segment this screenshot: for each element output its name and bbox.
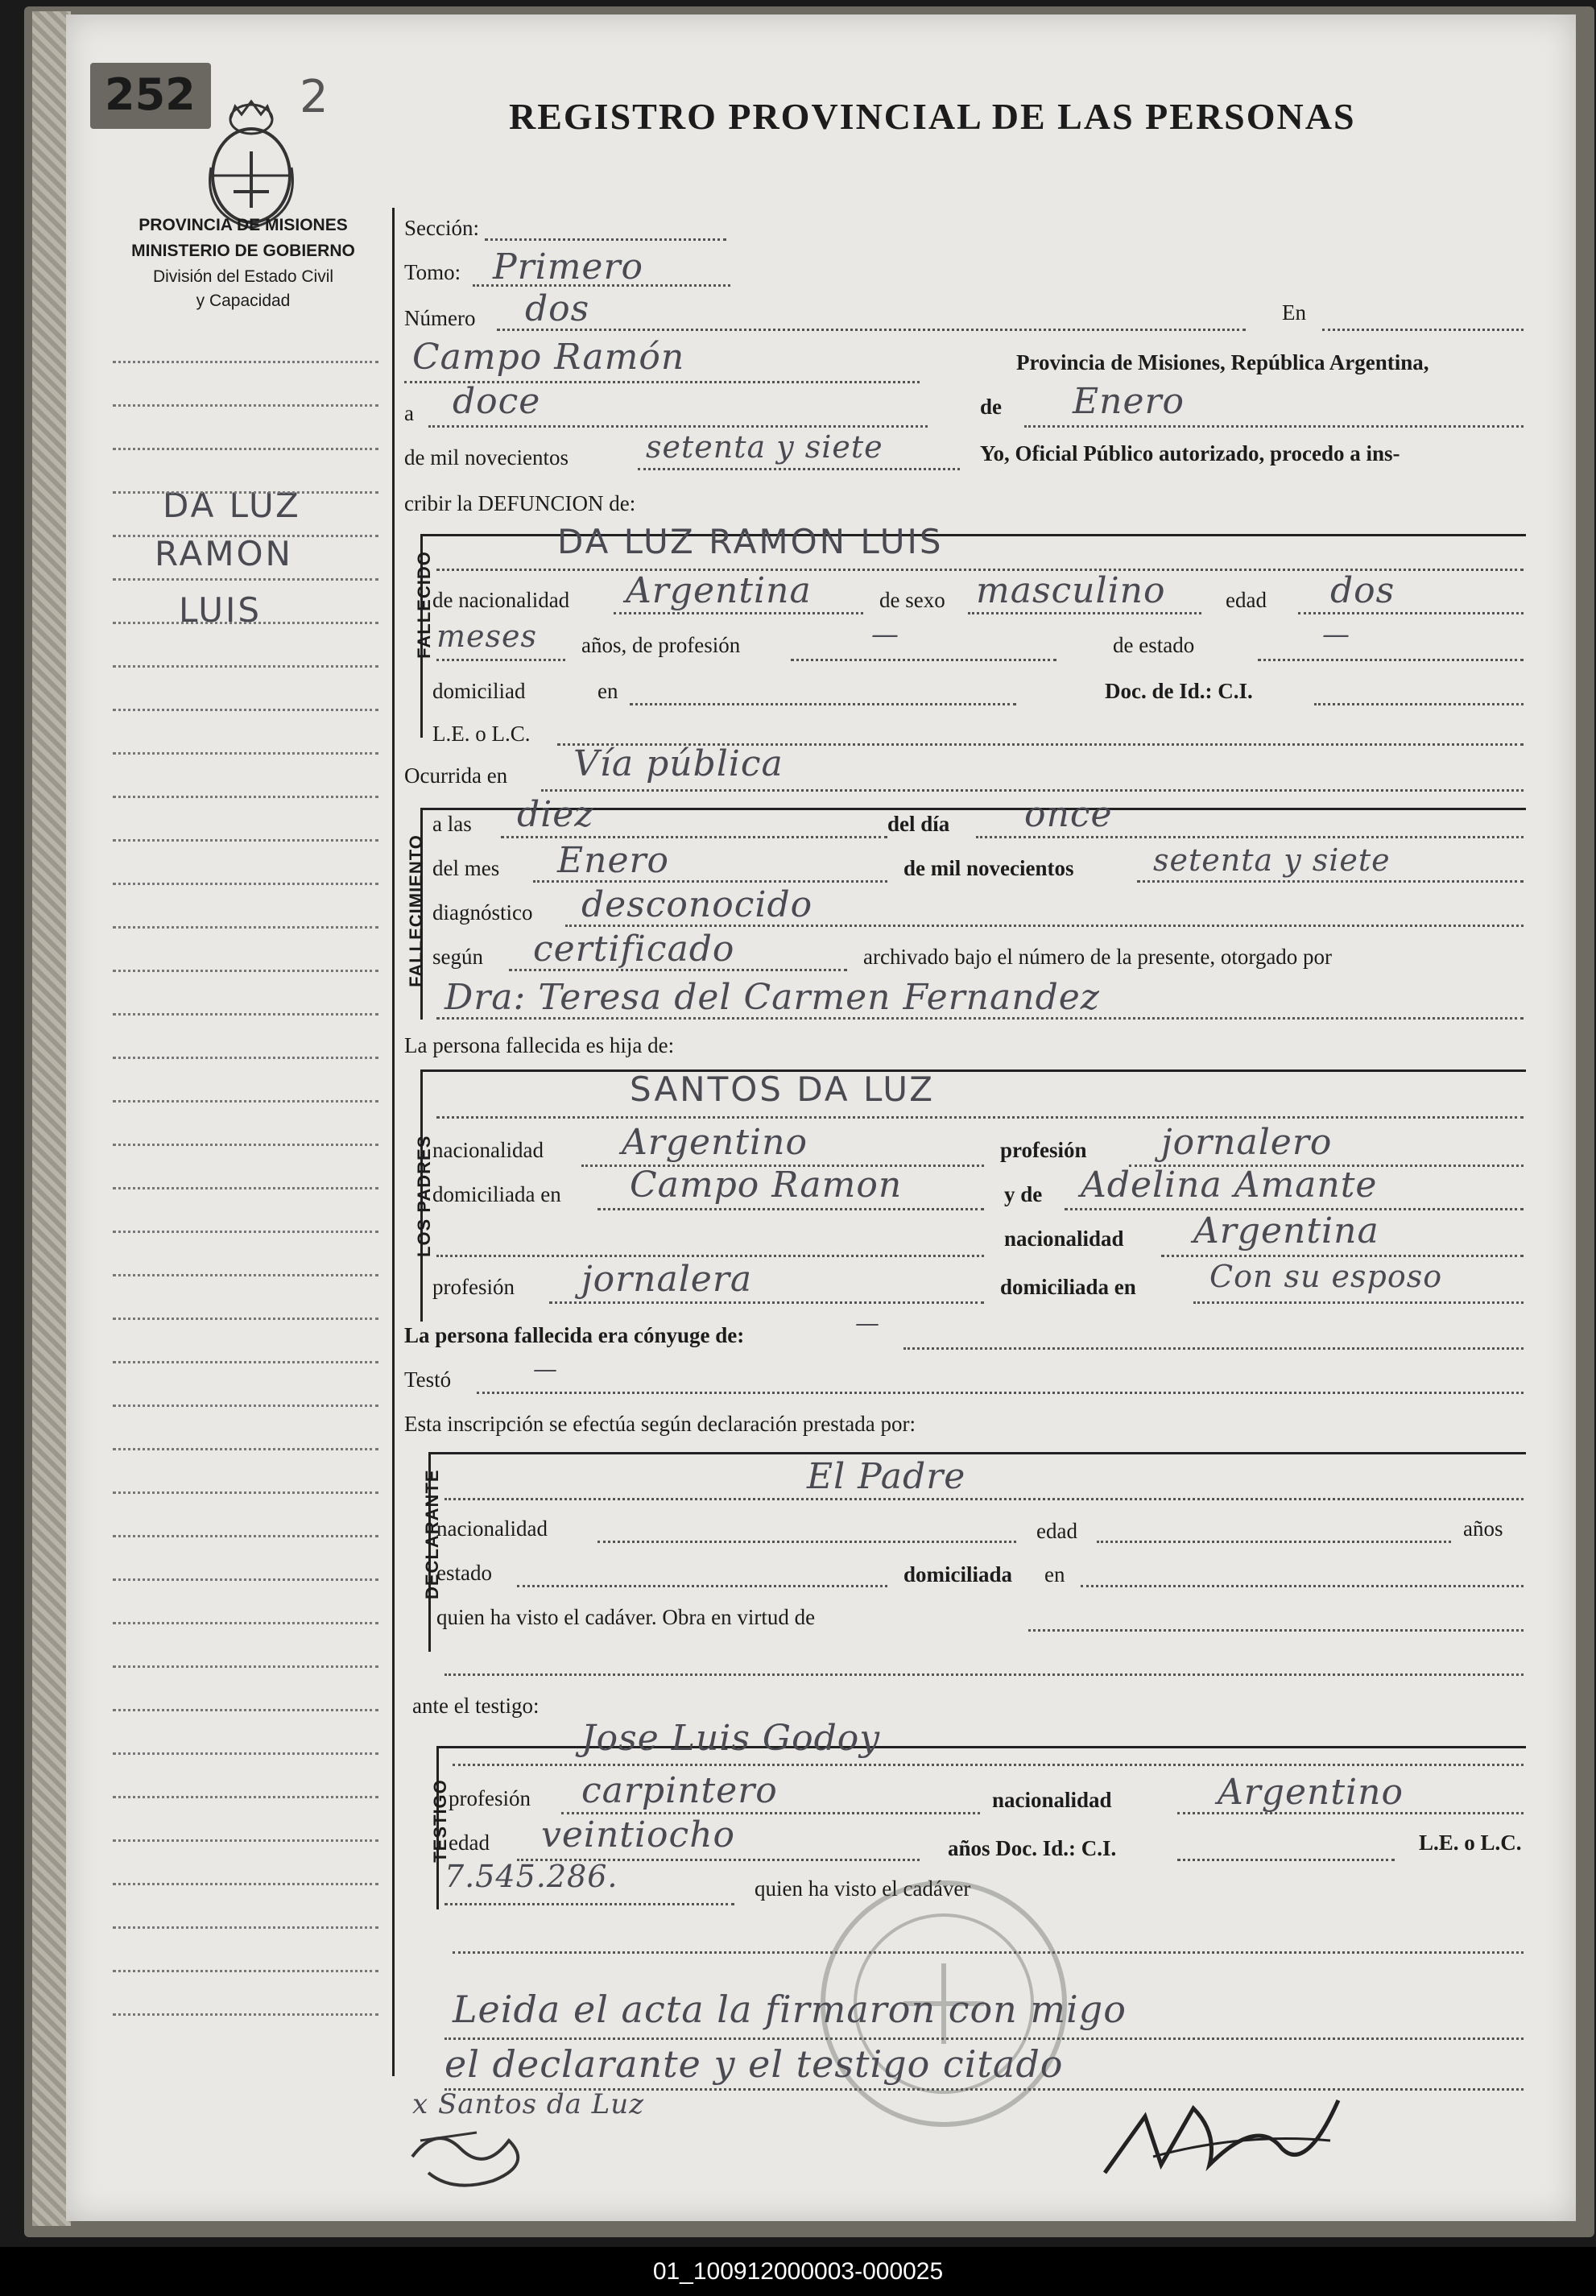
label-ocurrida: Ocurrida en — [404, 763, 508, 788]
label-provincia: Provincia de Misiones, República Argentina, — [1016, 350, 1429, 374]
margin-rule — [113, 883, 378, 885]
label-archivado: archivado bajo el número de la presente, otorgado por — [863, 945, 1333, 969]
margin-rule — [113, 1057, 378, 1059]
value-padre-domicilio: Campo Ramon — [630, 1165, 903, 1206]
value-edad: dos — [1330, 570, 1395, 611]
agency-division: División del Estado Civil — [152, 267, 334, 286]
label-de-mil: de mil novecientos — [404, 445, 569, 470]
margin-rule — [113, 1144, 378, 1146]
register-page — [66, 14, 1576, 2221]
margin-name-line-2: RAMON — [155, 534, 293, 573]
label-declarante-anos: años — [1463, 1516, 1503, 1541]
margin-rule — [113, 1752, 378, 1755]
margin-rule — [113, 796, 378, 798]
label-declaracion: Esta inscripción se efectúa según declaración prestada por: — [404, 1412, 916, 1436]
value-hora: diez — [517, 794, 594, 835]
label-le-lc: L.E. o L.C. — [432, 722, 531, 746]
label-declarante-edad: edad — [1036, 1519, 1077, 1543]
margin-rule — [113, 491, 378, 494]
label-estado: de estado — [1113, 633, 1195, 657]
margin-rule — [113, 404, 378, 407]
margin-name-line-1: DA LUZ — [163, 486, 301, 525]
value-numero: dos — [525, 288, 590, 329]
margin-rule — [113, 926, 378, 929]
value-anio-fall: setenta y siete — [1153, 842, 1391, 878]
label-madre-profesion: profesión — [432, 1275, 515, 1299]
margin-rule — [113, 1665, 378, 1668]
label-madre-domiciliada: domiciliada en — [1000, 1275, 1136, 1299]
label-y-de: y de — [1004, 1182, 1043, 1206]
value-madre: Adelina Amante — [1081, 1165, 1378, 1206]
label-fallecimiento-vertical: FALLECIMIENTO — [406, 834, 426, 987]
label-testigo-vertical: TESTIGO — [430, 1779, 450, 1863]
value-testo: — — [533, 1355, 558, 1384]
margin-rule — [113, 970, 378, 972]
folio-stamp — [90, 63, 211, 129]
value-tomo: Primero — [493, 246, 643, 288]
margin-rule — [113, 1709, 378, 1711]
label-segun: según — [432, 945, 483, 969]
declarant-signature-name: x Santos da Luz — [412, 2088, 645, 2120]
value-sexo: masculino — [976, 570, 1166, 611]
margin-rule — [113, 1318, 378, 1320]
label-en: En — [1282, 300, 1306, 325]
value-diagnostico: desconocido — [581, 884, 813, 925]
value-conyuge: — — [855, 1309, 880, 1338]
value-profesion: — — [871, 618, 899, 651]
label-de: de — [980, 395, 1002, 419]
margin-rule — [113, 1622, 378, 1624]
label-doc-id: Doc. de Id.: C.I. — [1105, 679, 1253, 703]
margin-rule — [113, 535, 378, 537]
value-dia: doce — [453, 381, 541, 422]
label-madre-nacionalidad: nacionalidad — [1004, 1227, 1124, 1251]
margin-rule — [113, 1404, 378, 1407]
label-declarante-domiciliada: domiciliada — [903, 1562, 1013, 1587]
margin-rule — [113, 1839, 378, 1842]
margin-rule — [113, 752, 378, 755]
value-testigo-doc: 7.545.286. — [444, 1859, 618, 1894]
margin-rule — [113, 1448, 378, 1450]
folio-number: 252 — [105, 69, 196, 120]
agency-block — [98, 216, 388, 311]
label-testigo-nacionalidad: nacionalidad — [992, 1788, 1112, 1812]
margin-rule — [113, 1883, 378, 1885]
margin-rule — [113, 448, 378, 450]
label-en-dom: en — [597, 679, 618, 703]
value-segun: certificado — [533, 929, 735, 970]
label-nacionalidad: de nacionalidad — [432, 588, 570, 612]
value-medico: Dra: Teresa del Carmen Fernandez — [444, 977, 1100, 1018]
book-spine — [32, 11, 71, 2226]
official-signature-icon — [1097, 2084, 1354, 2197]
image-id-footer: 01_100912000003-000025 — [0, 2247, 1596, 2296]
document-title: REGISTRO PROVINCIAL DE LAS PERSONAS — [509, 96, 1356, 137]
margin-rule — [113, 1013, 378, 1016]
closing-line-2: el declarante y el testigo citado — [444, 2042, 1064, 2086]
form-left-border — [392, 208, 395, 2076]
label-a-las: a las — [432, 812, 472, 836]
label-padre-profesion: profesión — [1000, 1138, 1087, 1162]
label-declarante-visto: quien ha visto el cadáver. Obra en virtud de — [436, 1605, 816, 1629]
label-seccion: Sección: — [404, 216, 479, 240]
coat-of-arms-icon — [203, 95, 300, 232]
page-number: 2 — [300, 71, 329, 123]
agency-ministry: MINISTERIO DE GOBIERNO — [131, 242, 355, 260]
label-anos-profesion: años, de profesión — [581, 633, 741, 657]
value-nacionalidad: Argentina — [626, 570, 812, 611]
value-dia-fall: once — [1024, 794, 1113, 835]
label-edad: edad — [1226, 588, 1267, 612]
margin-rule — [113, 665, 378, 668]
margin-rule — [113, 1578, 378, 1581]
value-testigo: Jose Luis Godoy — [581, 1718, 881, 1759]
label-testigo-le: L.E. o L.C. — [1419, 1831, 1522, 1855]
label-fallecido-vertical: FALLECIDO — [414, 551, 434, 659]
value-meses: meses — [436, 618, 538, 654]
label-conyuge: La persona fallecida era cónyuge de: — [404, 1323, 745, 1347]
label-padre-domiciliada: domiciliada en — [432, 1182, 561, 1206]
margin-rule — [113, 361, 378, 363]
label-padres-vertical: LOS PADRES — [414, 1135, 434, 1257]
value-declarante: El Padre — [807, 1456, 966, 1497]
label-testo: Testó — [404, 1367, 452, 1392]
declarant-signature-icon — [404, 2108, 614, 2197]
margin-rule — [113, 1796, 378, 1798]
margin-rule — [113, 578, 378, 581]
value-testigo-nacionalidad: Argentino — [1218, 1772, 1404, 1813]
value-padre: SANTOS DA LUZ — [630, 1069, 936, 1109]
margin-rule — [113, 1491, 378, 1494]
label-domiciliad: domiciliad — [432, 679, 526, 703]
label-a: a — [404, 401, 414, 425]
label-sexo: de sexo — [879, 588, 945, 612]
margin-rule — [113, 839, 378, 842]
margin-rule — [113, 1970, 378, 1972]
label-del-dia: del día — [887, 812, 950, 836]
margin-rule — [113, 1535, 378, 1537]
margin-rule — [113, 1274, 378, 1276]
label-tomo: Tomo: — [404, 260, 461, 284]
agency-capacity: y Capacidad — [196, 292, 291, 310]
value-testigo-edad: veintiocho — [541, 1814, 736, 1855]
label-declarante-vertical: DECLARANTE — [422, 1469, 442, 1599]
value-madre-domicilio: Con su esposo — [1209, 1259, 1443, 1294]
value-anio: setenta y siete — [646, 429, 883, 465]
value-madre-nacionalidad: Argentina — [1193, 1210, 1379, 1251]
label-inscribir: cribir la DEFUNCION de: — [404, 491, 636, 515]
margin-rule — [113, 1926, 378, 1929]
margin-rule — [113, 2013, 378, 2016]
margin-rule — [113, 1100, 378, 1102]
value-testigo-profesion: carpintero — [581, 1770, 778, 1811]
margin-rule — [113, 1187, 378, 1189]
value-madre-profesion: jornalera — [581, 1259, 753, 1300]
margin-rule — [113, 1361, 378, 1363]
value-mes-fall: Enero — [557, 840, 670, 881]
label-numero: Número — [404, 306, 476, 330]
closing-line-1: Leida el acta la firmaron con migo — [453, 1988, 1127, 2031]
value-nombre: DA LUZ RAMON LUIS — [557, 522, 944, 561]
value-padre-nacionalidad: Argentino — [622, 1122, 808, 1163]
label-testigo-profesion: profesión — [449, 1786, 531, 1810]
label-testigo-doc: años Doc. Id.: C.I. — [948, 1836, 1117, 1860]
agency-province: PROVINCIA DE MISIONES — [139, 216, 348, 234]
label-de-mil-fall: de mil novecientos — [903, 856, 1074, 880]
value-padre-profesion: jornalero — [1161, 1122, 1333, 1163]
value-mes: Enero — [1073, 381, 1185, 422]
label-hija: La persona fallecida es hija de: — [404, 1033, 675, 1057]
margin-name-line-3: LUIS — [179, 590, 263, 630]
value-estado: — — [1322, 618, 1350, 651]
label-declarante-en: en — [1044, 1562, 1065, 1587]
value-lugar: Campo Ramón — [412, 337, 685, 378]
label-ante-testigo: ante el testigo: — [412, 1694, 540, 1718]
label-testigo-edad: edad — [449, 1831, 490, 1855]
margin-rule — [113, 1231, 378, 1233]
value-ocurrida: Vía pública — [573, 743, 784, 784]
label-oficial: Yo, Oficial Público autorizado, procedo a ins- — [980, 441, 1400, 465]
label-del-mes: del mes — [432, 856, 500, 880]
label-declarante-nacionalidad: nacionalidad — [436, 1516, 548, 1541]
label-testigo-visto: quien ha visto el cadáver — [755, 1876, 971, 1901]
label-padre-nacionalidad: nacionalidad — [432, 1138, 544, 1162]
label-diagnostico: diagnóstico — [432, 900, 533, 925]
margin-rule — [113, 622, 378, 624]
label-declarante-estado: estado — [436, 1561, 492, 1585]
margin-rule — [113, 709, 378, 711]
